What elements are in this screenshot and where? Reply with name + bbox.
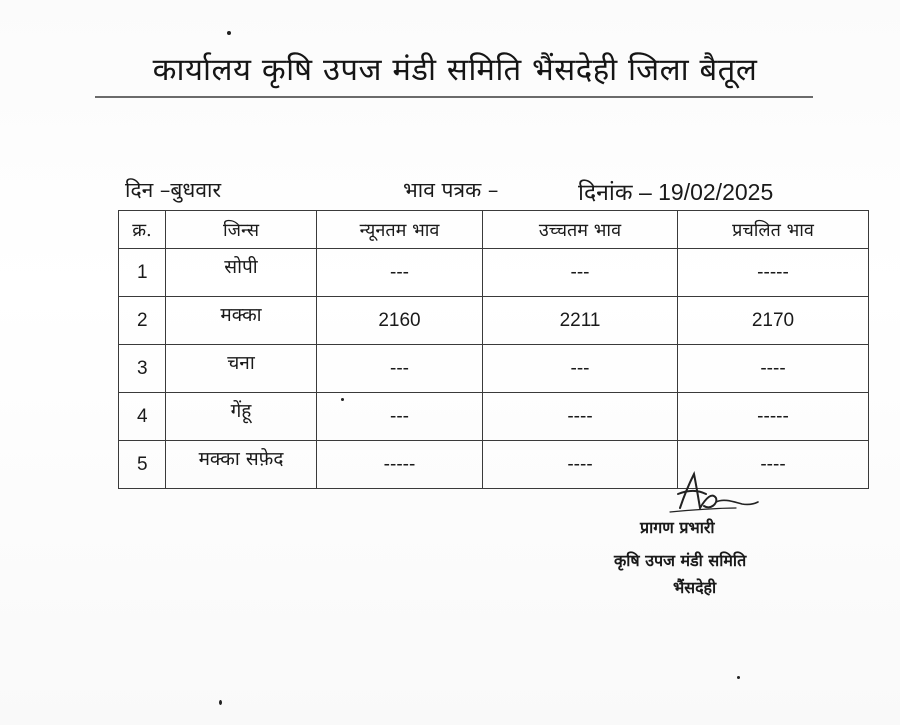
cell-serial: 2: [119, 297, 166, 345]
header-commodity: जिन्स: [166, 211, 317, 249]
cell-modal-rate: 2170: [678, 297, 869, 345]
header-modal-rate: प्रचलित भाव: [678, 211, 869, 249]
cell-commodity: मक्का: [166, 297, 317, 345]
signatory-office: कृषि उपज मंडी समिति: [614, 551, 747, 570]
header-max-rate: उच्चतम भाव: [483, 211, 678, 249]
rate-table: [118, 210, 869, 489]
day-label: दिन –बुधवार: [125, 178, 222, 202]
cell-commodity: सोपी: [166, 249, 317, 297]
ink-dot: [737, 676, 740, 679]
cell-min-rate: ---: [317, 345, 483, 393]
table-row: [119, 393, 869, 441]
table-row: [119, 345, 869, 393]
header-serial: क्र.: [119, 211, 166, 249]
cell-modal-rate: -----: [678, 393, 869, 441]
ink-dot: [227, 31, 231, 35]
ink-dot: [219, 700, 222, 705]
title-underline: [95, 96, 813, 98]
cell-min-rate: ---: [317, 249, 483, 297]
cell-modal-rate: ----: [678, 441, 869, 489]
cell-min-rate: 2160: [317, 297, 483, 345]
cell-modal-rate: -----: [678, 249, 869, 297]
table-row: [119, 249, 869, 297]
table-header-row: [119, 211, 869, 249]
signatory-place: भैंसदेही: [673, 578, 717, 597]
cell-max-rate: ----: [483, 393, 678, 441]
handwritten-signature: [660, 468, 760, 518]
date-label: दिनांक – 19/02/2025: [578, 179, 774, 205]
cell-serial: 3: [119, 345, 166, 393]
cell-commodity: चना: [166, 345, 317, 393]
cell-min-rate: -----: [317, 441, 483, 489]
cell-commodity: गेंहू: [166, 393, 317, 441]
cell-serial: 4: [119, 393, 166, 441]
office-title: कार्यालय कृषि उपज मंडी समिति भैंसदेही जिला बैतूल: [152, 52, 758, 88]
cell-min-rate: ---: [317, 393, 483, 441]
header-min-rate: न्यूनतम भाव: [317, 211, 483, 249]
cell-serial: 5: [119, 441, 166, 489]
table-row: [119, 297, 869, 345]
cell-serial: 1: [119, 249, 166, 297]
cell-modal-rate: ----: [678, 345, 869, 393]
signatory-designation: प्रागण प्रभारी: [640, 518, 715, 537]
cell-max-rate: ---: [483, 345, 678, 393]
cell-max-rate: 2211: [483, 297, 678, 345]
rate-sheet-label: भाव पत्रक –: [403, 178, 499, 202]
cell-max-rate: ---: [483, 249, 678, 297]
cell-commodity: मक्का सफ़ेद: [166, 441, 317, 489]
cell-max-rate: ----: [483, 441, 678, 489]
